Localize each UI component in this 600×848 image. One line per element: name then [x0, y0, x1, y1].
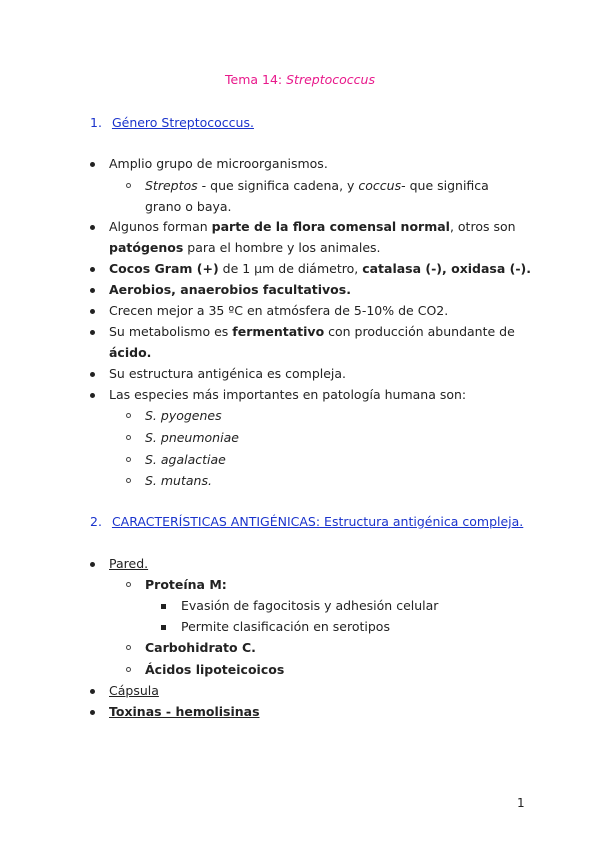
text: Su metabolismo es	[109, 324, 233, 339]
bold-text: parte de la flora comensal normal	[211, 219, 450, 234]
section-2-heading	[90, 514, 523, 530]
species-name: S. pneumoniae	[145, 430, 239, 445]
text: - que significa cadena, y	[197, 178, 359, 193]
species-item	[145, 452, 226, 468]
list-item	[109, 261, 531, 277]
text: con producción abundante de	[324, 324, 515, 339]
list-item: Las especies más importantes en patología humana son:	[109, 387, 467, 402]
list-item	[109, 556, 148, 572]
sub-list-item	[145, 640, 256, 656]
text: , otros son	[449, 219, 516, 234]
bold-text: Proteína M:	[145, 577, 227, 592]
section-2-heading-link[interactable]: CARACTERÍSTICAS ANTIGÉNICAS: Estructura antigénica compleja.	[111, 514, 524, 529]
bold-text: Carbohidrato C.	[145, 640, 256, 655]
species-name: S. mutans.	[145, 473, 212, 488]
species-item	[145, 473, 212, 489]
title-prefix: Tema 14:	[225, 72, 287, 87]
list-item-continuation	[109, 240, 381, 256]
list-item	[109, 683, 159, 699]
text: de 1 μm de diámetro,	[218, 261, 363, 276]
list-item: Amplio grupo de microorganismos.	[109, 156, 328, 171]
species-item	[145, 408, 222, 424]
bold-text: Aerobios, anaerobios facultativos.	[109, 282, 351, 297]
species-name: S. pyogenes	[145, 408, 222, 423]
text: para el hombre y los animales.	[183, 240, 381, 255]
sub-sub-list-item: Permite clasificación en serotipos	[181, 619, 390, 634]
title-genus: Streptococcus	[286, 72, 375, 87]
document-title	[0, 72, 600, 88]
bold-text: Cocos Gram (+)	[109, 261, 219, 276]
sub-list-item	[145, 577, 227, 593]
term-coccus: coccus	[358, 178, 402, 193]
bold-text: patógenos	[109, 240, 184, 255]
list-item	[109, 324, 515, 340]
sub-list-item-continuation: grano o baya.	[145, 199, 232, 214]
list-item: Crecen mejor a 35 ºC en atmósfera de 5-10% de CO2.	[109, 303, 449, 318]
underlined-text: Cápsula	[109, 683, 159, 698]
section-1-number: 1.	[90, 115, 102, 130]
section-2-number: 2.	[90, 514, 102, 529]
sub-sub-list-item: Evasión de fagocitosis y adhesión celular	[181, 598, 439, 613]
list-item-continuation	[109, 345, 151, 361]
text: - que significa	[401, 178, 489, 193]
sub-list-item	[145, 178, 489, 194]
species-name: S. agalactiae	[145, 452, 226, 467]
bold-text: catalasa (-), oxidasa (-).	[362, 261, 532, 276]
sub-list-item	[145, 662, 284, 678]
bold-text: Ácidos lipoteicoicos	[145, 662, 285, 677]
list-item	[109, 704, 260, 720]
term-streptos: Streptos	[145, 178, 198, 193]
bold-text: ácido.	[109, 345, 152, 360]
page-number: 1	[517, 796, 525, 810]
bold-text: fermentativo	[232, 324, 325, 339]
species-item	[145, 430, 239, 446]
underlined-text: Pared.	[109, 556, 149, 571]
section-1-heading-link[interactable]: Género Streptococcus.	[111, 115, 254, 130]
list-item: Su estructura antigénica es compleja.	[109, 366, 347, 381]
text: Algunos forman	[109, 219, 212, 234]
section-1-heading	[90, 115, 254, 131]
list-item	[109, 282, 351, 298]
underlined-bold-text: Toxinas - hemolisinas	[109, 704, 260, 719]
list-item	[109, 219, 516, 235]
